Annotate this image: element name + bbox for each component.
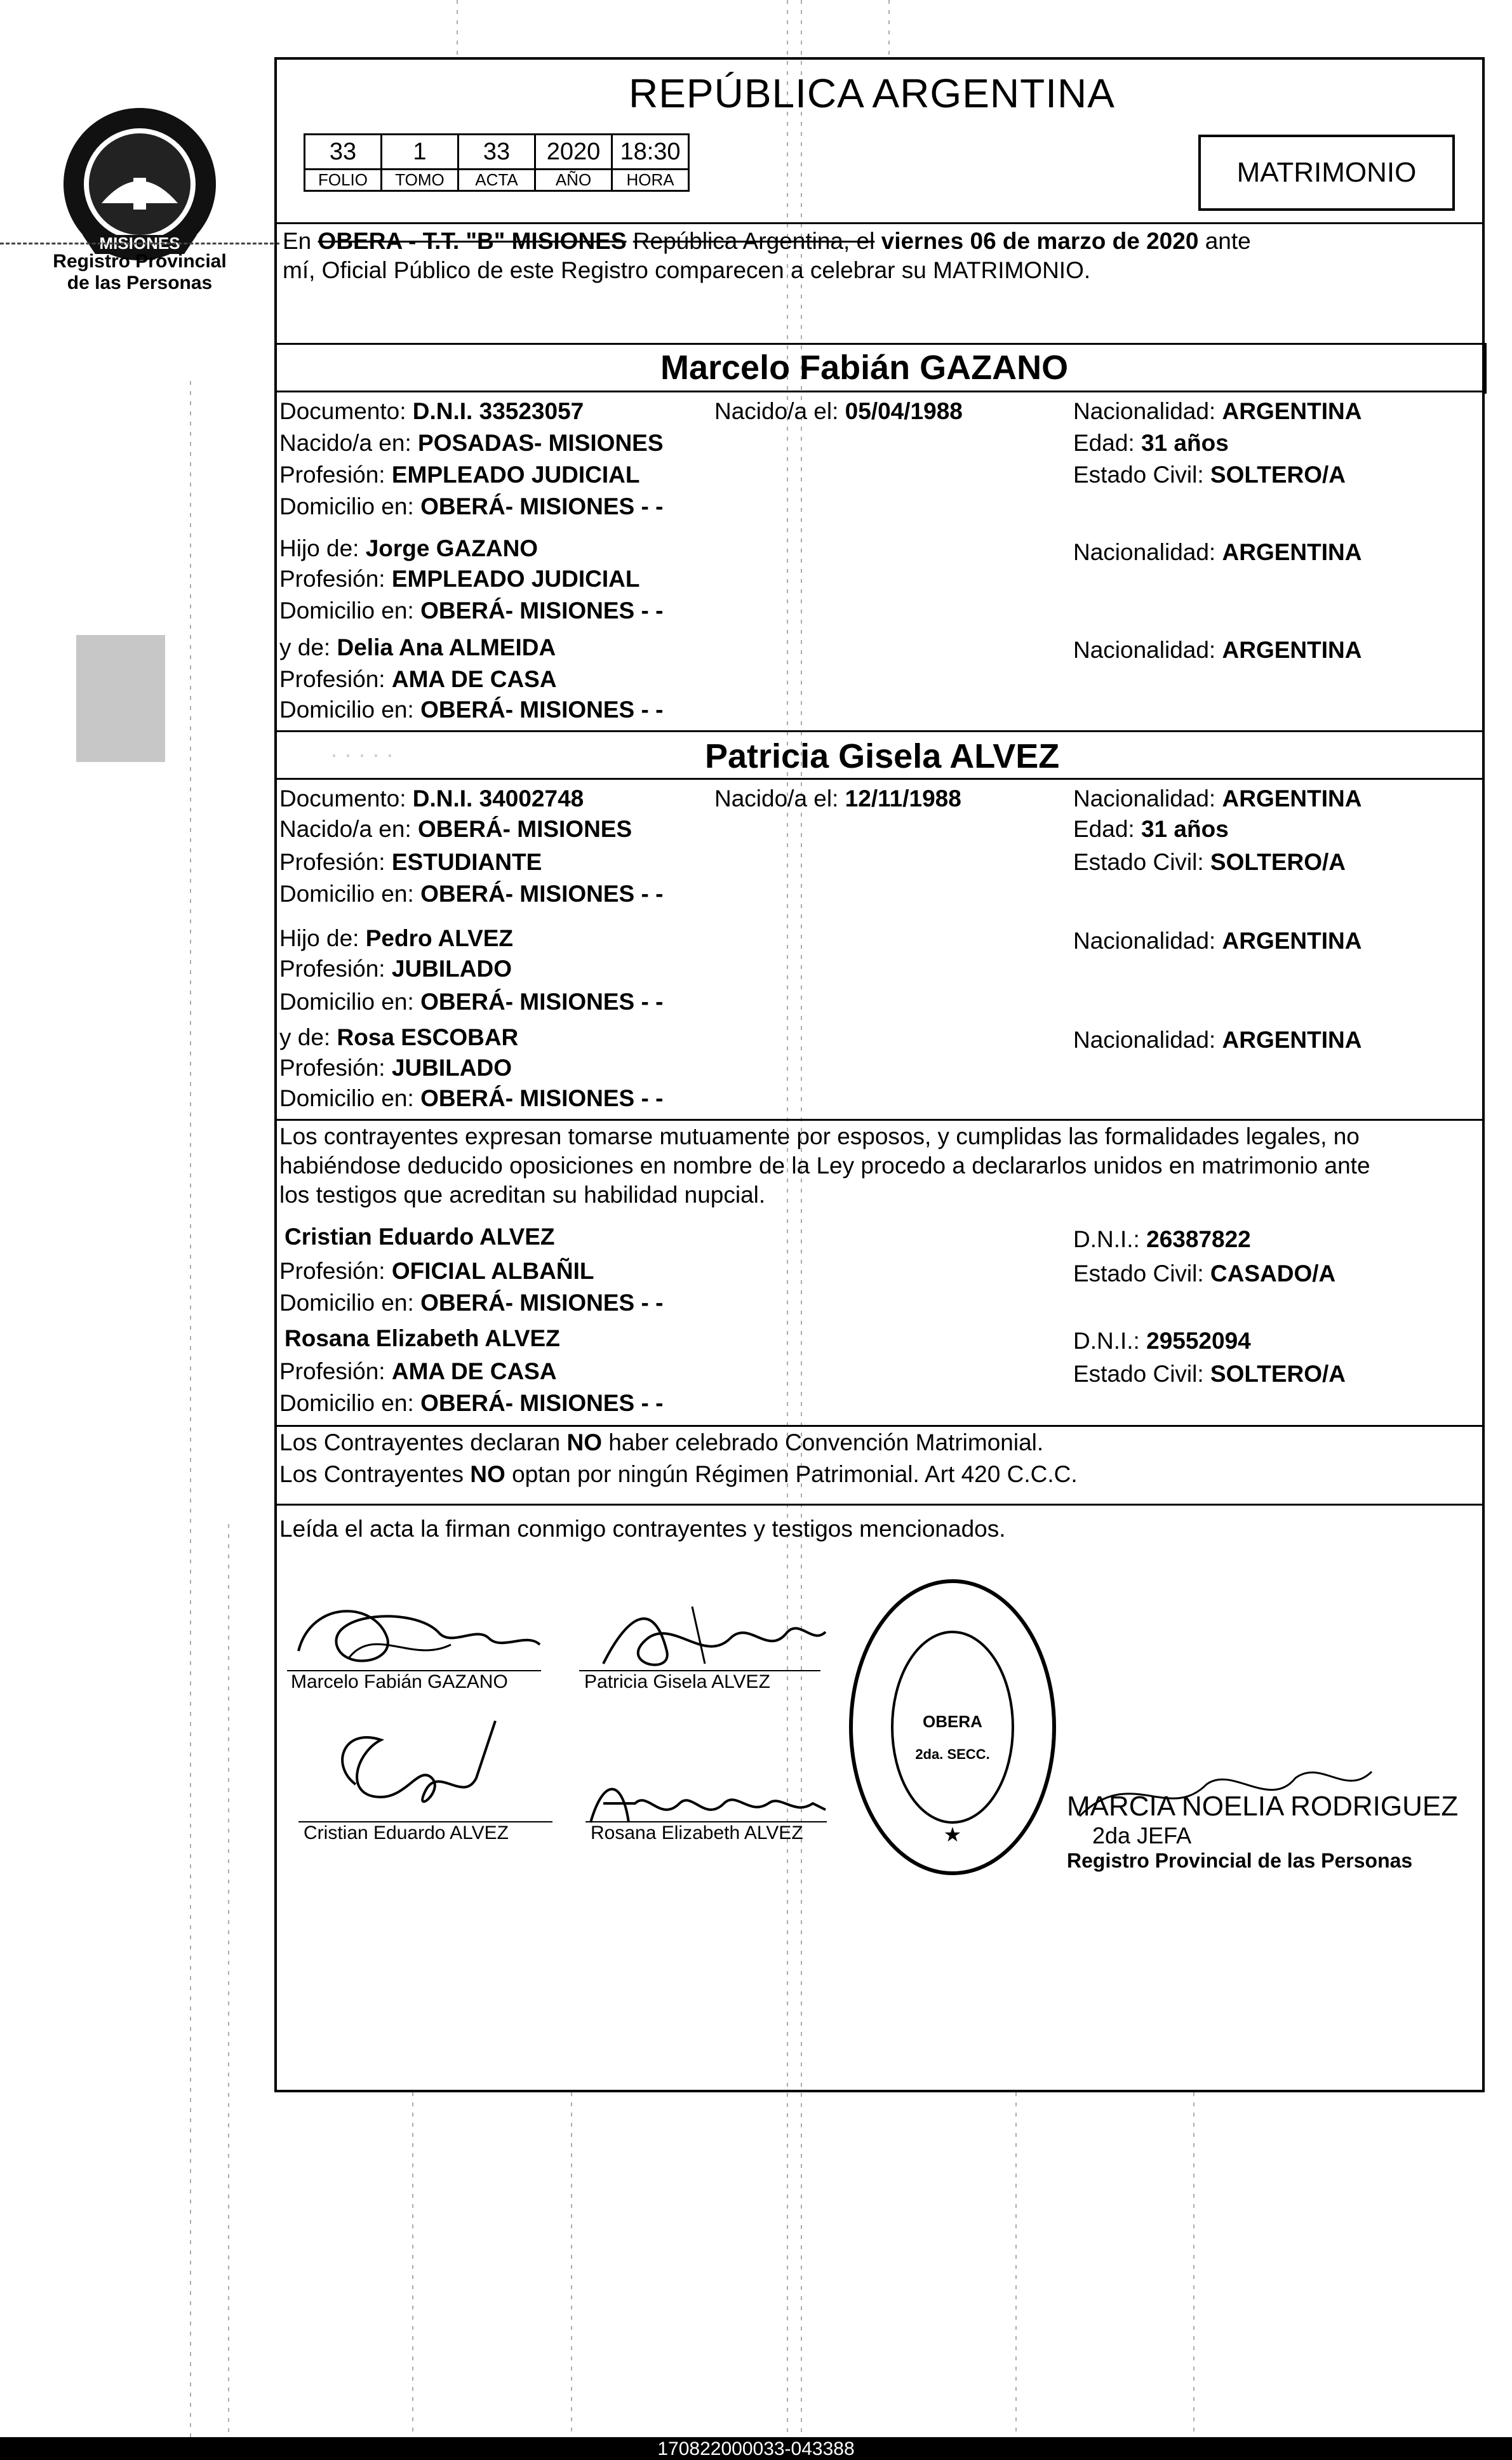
witness2-dom: [279, 1389, 663, 1417]
spouse1-estado: [1073, 461, 1346, 489]
spouse1-domicilio-label: Domicilio en:: [279, 493, 414, 519]
regime-line1: [279, 1429, 1043, 1457]
country-title: REPÚBLICA ARGENTINA: [629, 70, 1115, 116]
spouse2-father-prof-value: JUBILADO: [391, 956, 512, 982]
closing-text: Leída el acta la firman conmigo contrayentes y testigos mencionados.: [279, 1516, 1006, 1542]
spouse1-edad-label: Edad:: [1073, 430, 1135, 456]
anio-value: 2020: [535, 135, 612, 170]
act-type-box: MATRIMONIO: [1198, 135, 1455, 211]
spouse1-edad: [1073, 429, 1229, 457]
tomo-value: 1: [382, 135, 458, 170]
spouse1-mother-prof-label: Profesión:: [279, 666, 385, 692]
spouse2-edad-value: 31 años: [1141, 816, 1229, 842]
spouse1-nacionalidad-value: ARGENTINA: [1222, 398, 1362, 424]
registry-label: [25, 251, 254, 294]
witness1-dni-value: 26387822: [1146, 1226, 1251, 1252]
witness1-dni-label: D.N.I.:: [1073, 1226, 1140, 1252]
spouse1-signature: [286, 1588, 552, 1683]
regime-line1-c: haber celebrado Convención Matrimonial.: [608, 1429, 1044, 1455]
spouse1-nacido-el: [714, 398, 963, 425]
spouse2-profesion: [279, 848, 542, 876]
witness1-prof-label: Profesión:: [279, 1258, 385, 1284]
spouse2-mother-nac: [1073, 1026, 1361, 1054]
intro-date: viernes 06 de marzo de 2020: [881, 228, 1199, 254]
spouse1-mother-dom-value: OBERÁ- MISIONES - -: [420, 697, 664, 723]
spouse2-domicilio: [279, 880, 663, 908]
spouse2-nacido-en: [279, 815, 632, 843]
spouse2-mother-dom: [279, 1085, 663, 1113]
intro-prefix: En: [283, 228, 312, 254]
witness2-signature-label: Rosana Elizabeth ALVEZ: [591, 1822, 803, 1843]
spouse1-mother-value: Delia Ana ALMEIDA: [337, 634, 556, 660]
spouse2-father-prof: [279, 955, 512, 983]
rule-closing-top: [274, 1504, 1485, 1506]
witness1-estado-label: Estado Civil:: [1073, 1260, 1204, 1287]
spouse1-profesion: [279, 461, 639, 489]
witness1-signature-label: Cristian Eduardo ALVEZ: [304, 1822, 509, 1843]
regime-line1-a: Los Contrayentes declaran: [279, 1429, 561, 1455]
witness1-signature: [318, 1702, 527, 1829]
spouse1-father-dom: [279, 597, 663, 625]
spouse2-father-nac-label: Nacionalidad:: [1073, 928, 1216, 954]
spouse2-nacido-el: [714, 785, 961, 813]
registry-delegation-stamp: [845, 1575, 1060, 1880]
spouse1-mother-nac-label: Nacionalidad:: [1073, 637, 1216, 663]
spouse1-mother-nac-value: ARGENTINA: [1222, 637, 1362, 663]
spouse2-mother-dom-label: Domicilio en:: [279, 1085, 414, 1111]
tomo-label: TOMO: [382, 170, 458, 191]
spouse1-name: Marcelo Fabián GAZANO: [660, 349, 1069, 387]
regime-line2-c: optan por ningún Régimen Patrimonial. Art 420 C.C.C.: [512, 1461, 1078, 1487]
spouse2-signature: [578, 1588, 832, 1683]
spouse2-mother: [279, 1024, 518, 1052]
spouse2-mother-prof: [279, 1054, 512, 1082]
spouse1-father-prof-label: Profesión:: [279, 566, 385, 592]
rule-vert: [1485, 343, 1487, 394]
spouse1-documento: [279, 398, 584, 425]
footer-code: 170822000033-043388: [657, 2438, 855, 2459]
spouse1-signature-label: Marcelo Fabián GAZANO: [291, 1671, 508, 1692]
spouse1-father-dom-label: Domicilio en:: [279, 598, 414, 624]
spouse2-profesion-value: ESTUDIANTE: [391, 849, 542, 875]
svg-text:★: ★: [943, 1823, 962, 1846]
hora-value: 18:30: [612, 135, 689, 170]
spouse1-father-prof-value: EMPLEADO JUDICIAL: [391, 566, 640, 592]
spouse2-edad-label: Edad:: [1073, 816, 1135, 842]
spouse1-mother-nac: [1073, 636, 1361, 664]
spouse1-documento-label: Documento:: [279, 398, 406, 424]
registration-table: [304, 133, 690, 192]
spouse2-father: [279, 925, 513, 953]
spouse2-nacido-en-value: OBERÁ- MISIONES: [418, 816, 632, 842]
spouse2-father-nac: [1073, 927, 1361, 955]
official-block: [1067, 1791, 1459, 1873]
witness1-dni: [1073, 1226, 1251, 1253]
spouse2-mother-dom-value: OBERÁ- MISIONES - -: [420, 1085, 664, 1111]
witness1-name: Cristian Eduardo ALVEZ: [284, 1224, 555, 1250]
spouse1-estado-value: SOLTERO/A: [1210, 462, 1346, 488]
regime-line2-a: Los Contrayentes: [279, 1461, 464, 1487]
rule-spouse2-name: [274, 778, 1485, 780]
spouse2-estado-value: SOLTERO/A: [1210, 849, 1346, 875]
witness2-dni-label: D.N.I.:: [1073, 1328, 1140, 1354]
spouse2-estado: [1073, 848, 1346, 876]
witness1-dom: [279, 1289, 663, 1317]
spouse1-father-nac-label: Nacionalidad:: [1073, 539, 1216, 565]
spouse2-father-prof-label: Profesión:: [279, 956, 385, 982]
regime-line2-no: NO: [470, 1461, 505, 1487]
spouse1-nacido-en: [279, 429, 664, 457]
spouse1-nacido-el-value: 05/04/1988: [845, 398, 963, 424]
spouse2-edad: [1073, 815, 1229, 843]
svg-text:2da. SECC.: 2da. SECC.: [915, 1746, 990, 1762]
witness2-prof: [279, 1358, 557, 1386]
spouse2-documento-value: D.N.I. 34002748: [412, 785, 584, 812]
witness2-prof-value: AMA DE CASA: [391, 1358, 557, 1384]
spouse2-nacionalidad-label: Nacionalidad:: [1073, 785, 1216, 812]
witness2-dom-label: Domicilio en:: [279, 1390, 414, 1416]
registry-label-line2: de las Personas: [67, 272, 213, 293]
spouse1-father-nac-value: ARGENTINA: [1222, 539, 1362, 565]
spouse2-mother-nac-value: ARGENTINA: [1222, 1027, 1362, 1053]
official-name: MARCIA NOELIA RODRIGUEZ: [1067, 1791, 1459, 1822]
spouse2-name: Patricia Gisela ALVEZ: [705, 737, 1060, 775]
spouse1-nacido-el-label: Nacido/a el:: [714, 398, 839, 424]
spouse1-nacido-en-value: POSADAS- MISIONES: [418, 430, 664, 456]
intro-suffix: ante: [1205, 228, 1251, 254]
spouse1-signature-line: [287, 1670, 541, 1671]
spouse1-father-nac: [1073, 538, 1361, 566]
witness1-signature-line: [298, 1821, 552, 1822]
spouse2-mother-value: Rosa ESCOBAR: [337, 1024, 519, 1050]
spouse2-father-label: Hijo de:: [279, 925, 359, 951]
spouse2-profesion-label: Profesión:: [279, 849, 385, 875]
spouse2-domicilio-value: OBERÁ- MISIONES - -: [420, 881, 664, 907]
acta-label: ACTA: [458, 170, 535, 191]
spouse1-nacido-en-label: Nacido/a en:: [279, 430, 411, 456]
spouse2-documento-label: Documento:: [279, 785, 406, 812]
svg-text:MISIONES: MISIONES: [99, 234, 180, 253]
witness1-estado-value: CASADO/A: [1210, 1260, 1336, 1287]
folio-value: 33: [305, 135, 382, 170]
rule-spouse1-top: [274, 343, 1485, 345]
rule-spouse2-top: [274, 730, 1485, 732]
spouse1-father: [279, 535, 538, 563]
intro-line1: [283, 227, 1251, 255]
witness2-prof-label: Profesión:: [279, 1358, 385, 1384]
spouse2-nacido-el-value: 12/11/1988: [845, 785, 961, 812]
spouse2-signature-label: Patricia Gisela ALVEZ: [584, 1671, 770, 1692]
spouse2-domicilio-label: Domicilio en:: [279, 881, 414, 907]
svg-text:· · · · ·: · · · · ·: [330, 741, 394, 767]
regime-line1-no: NO: [566, 1429, 602, 1455]
anio-label: AÑO: [535, 170, 612, 191]
spouse2-mother-prof-label: Profesión:: [279, 1055, 385, 1081]
spouse2-father-dom-value: OBERÁ- MISIONES - -: [420, 989, 664, 1015]
witness1-prof: [279, 1257, 594, 1285]
spouse2-father-value: Pedro ALVEZ: [365, 925, 514, 951]
spouse1-edad-value: 31 años: [1141, 430, 1229, 456]
witness1-estado: [1073, 1260, 1335, 1288]
official-role: 2da JEFA: [1092, 1822, 1192, 1848]
spouse1-father-dom-value: OBERÁ- MISIONES - -: [420, 598, 664, 624]
witness2-dni: [1073, 1327, 1251, 1355]
spouse2-estado-label: Estado Civil:: [1073, 849, 1204, 875]
witness2-estado-value: SOLTERO/A: [1210, 1361, 1346, 1387]
witness2-dni-value: 29552094: [1146, 1328, 1251, 1354]
spouse1-estado-label: Estado Civil:: [1073, 462, 1204, 488]
spouse1-mother-dom: [279, 696, 663, 724]
spouse1-father-prof: [279, 565, 639, 593]
witness1-dom-value: OBERÁ- MISIONES - -: [420, 1290, 664, 1316]
header-dashed-rule: [0, 243, 279, 244]
witness1-prof-value: OFICIAL ALBAÑIL: [391, 1258, 594, 1284]
spouse1-mother: [279, 634, 556, 662]
spouse1-mother-label: y de:: [279, 634, 331, 660]
witness2-estado: [1073, 1360, 1346, 1388]
spouse1-domicilio: [279, 493, 663, 521]
registry-label-line1: Registro Provincial: [53, 251, 227, 272]
spouse2-mother-prof-value: JUBILADO: [391, 1055, 512, 1081]
witness2-dom-value: OBERÁ- MISIONES - -: [420, 1390, 664, 1416]
spouse1-mother-prof: [279, 665, 557, 693]
spouse2-nacionalidad-value: ARGENTINA: [1222, 785, 1362, 812]
intro-place: OBERA - T.T. "B" MISIONES: [318, 228, 627, 254]
spouse2-father-nac-value: ARGENTINA: [1222, 928, 1362, 954]
spouse1-nacionalidad-label: Nacionalidad:: [1073, 398, 1216, 424]
spouse2-nacionalidad: [1073, 785, 1361, 813]
spouse1-father-value: Jorge GAZANO: [365, 535, 539, 561]
spouse1-mother-prof-value: AMA DE CASA: [391, 666, 557, 692]
spouse2-signature-line: [579, 1670, 820, 1671]
declaration-line1: Los contrayentes expresan tomarse mutuamente por esposos, y cumplidas las formalidades legales, no: [279, 1123, 1360, 1149]
spouse1-nacionalidad: [1073, 398, 1361, 425]
spouse2-mother-label: y de:: [279, 1024, 331, 1050]
spouse1-father-label: Hijo de:: [279, 535, 359, 561]
rule-regime-top: [274, 1425, 1485, 1427]
intro-line2: mí, Oficial Público de este Registro comparecen a celebrar su MATRIMONIO.: [283, 257, 1091, 283]
regime-line2: [279, 1461, 1078, 1488]
spouse2-father-dom-label: Domicilio en:: [279, 989, 414, 1015]
rule-intro-top: [274, 222, 1485, 224]
hora-label: HORA: [612, 170, 689, 191]
declaration-line2: habiéndose deducido oposiciones en nombre de la Ley procedo a declararlos unidos en matrimonio ante: [279, 1153, 1370, 1179]
witness2-name: Rosana Elizabeth ALVEZ: [284, 1325, 560, 1351]
svg-text:OBERA: OBERA: [923, 1712, 982, 1731]
rule-declaration-top: [274, 1119, 1485, 1121]
spouse1-profesion-label: Profesión:: [279, 462, 385, 488]
intro-mid: República Argentina, el: [632, 228, 875, 254]
spouse1-profesion-value: EMPLEADO JUDICIAL: [391, 462, 640, 488]
witness2-estado-label: Estado Civil:: [1073, 1361, 1204, 1387]
spouse2-nacido-en-label: Nacido/a en:: [279, 816, 411, 842]
declaration-line3: los testigos que acreditan su habilidad nupcial.: [279, 1182, 766, 1208]
official-organization: Registro Provincial de las Personas: [1067, 1849, 1413, 1872]
rule-spouse1-name: [274, 391, 1485, 392]
witness1-dom-label: Domicilio en:: [279, 1290, 414, 1316]
spouse2-father-dom: [279, 988, 663, 1016]
spouse2-mother-nac-label: Nacionalidad:: [1073, 1027, 1216, 1053]
acta-value: 33: [458, 135, 535, 170]
folio-label: FOLIO: [305, 170, 382, 191]
spouse2-nacido-el-label: Nacido/a el:: [714, 785, 839, 812]
spouse1-domicilio-value: OBERÁ- MISIONES - -: [420, 493, 664, 519]
spouse2-documento: [279, 785, 584, 813]
spouse1-documento-value: D.N.I. 33523057: [412, 398, 584, 424]
witness2-signature-line: [585, 1821, 827, 1822]
spouse1-mother-dom-label: Domicilio en:: [279, 697, 414, 723]
